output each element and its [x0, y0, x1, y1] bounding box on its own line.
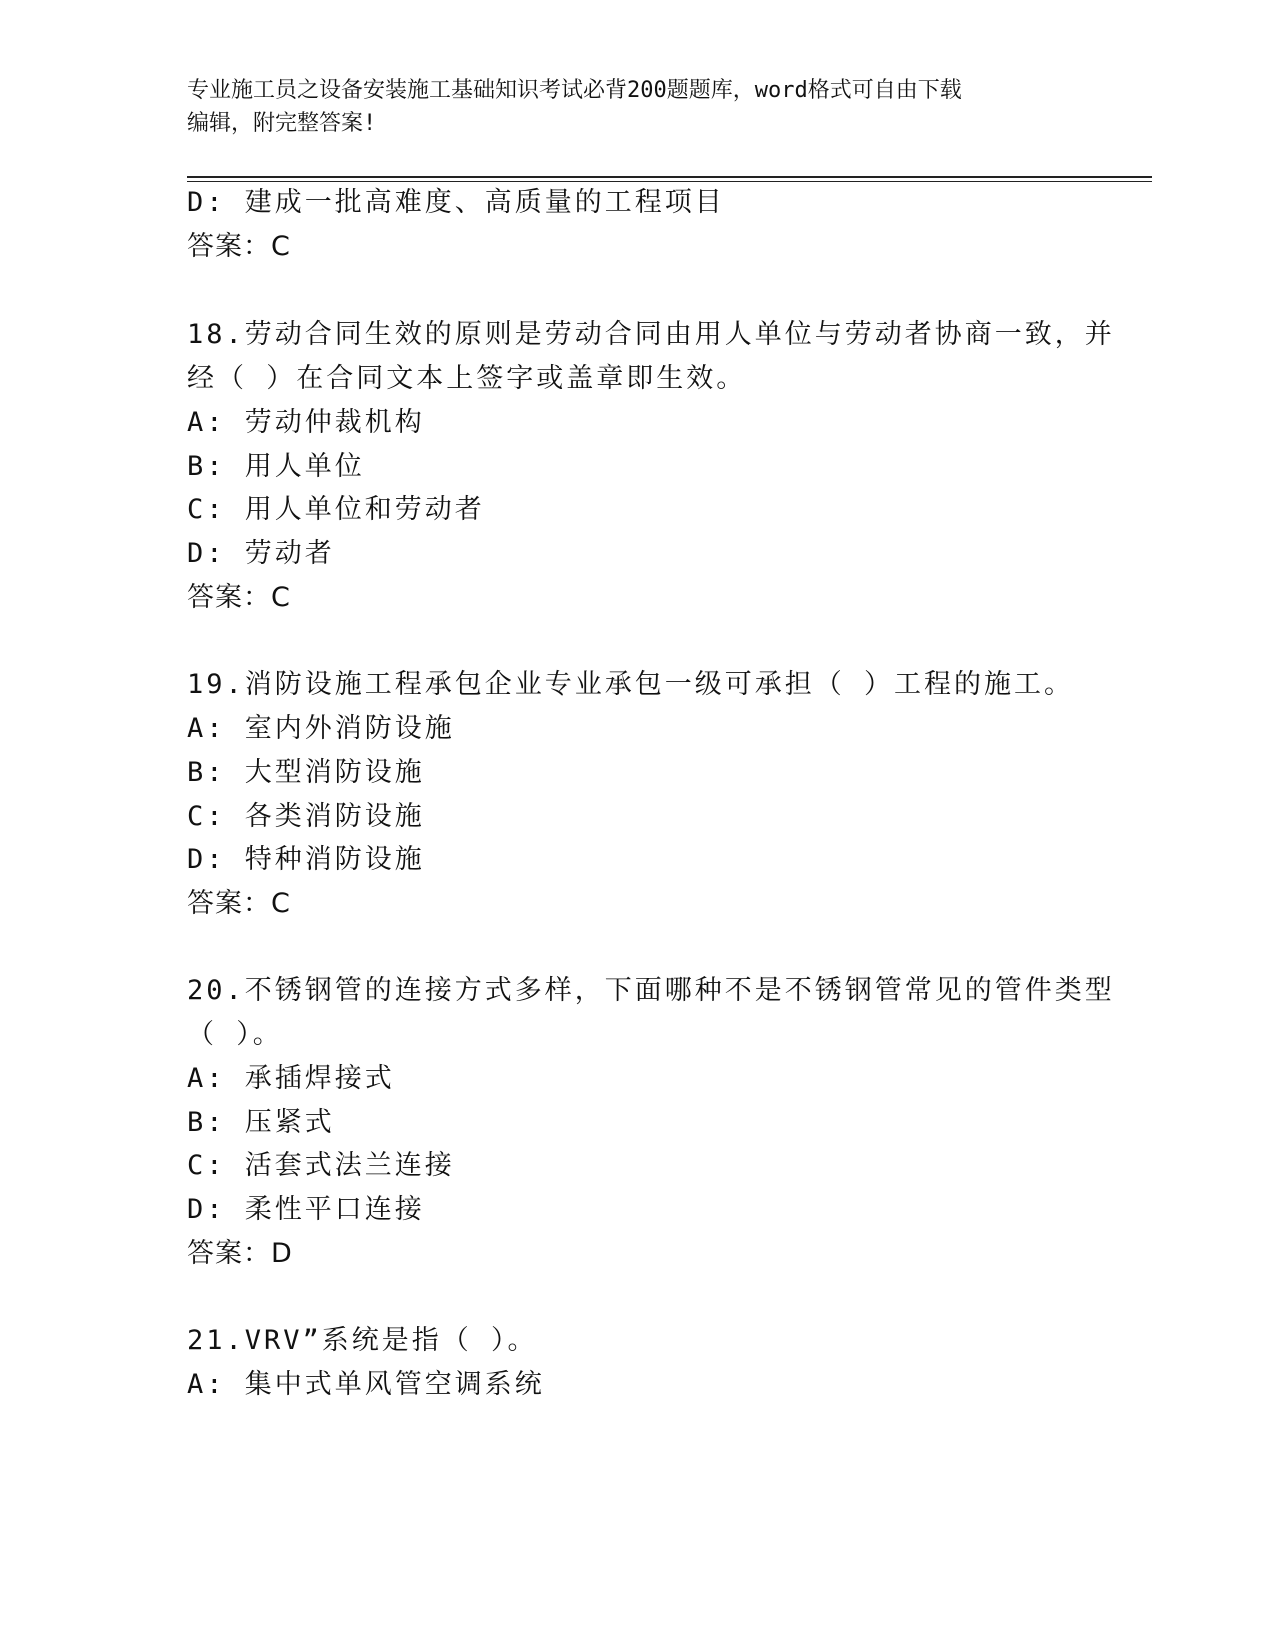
question-20-stem-line1: 20.不锈钢管的连接方式多样，下面哪种不是不锈钢管常见的管件类型: [187, 975, 1115, 1006]
question-19-option-b: B: 大型消防设施: [187, 757, 425, 788]
header-divider-thick: [187, 176, 1152, 178]
prev-question-option-d: D: 建成一批高难度、高质量的工程项目: [187, 187, 725, 218]
question-19-option-c: C: 各类消防设施: [187, 801, 425, 832]
question-21-option-a: A: 集中式单风管空调系统: [187, 1369, 545, 1400]
question-20-option-b: B: 压紧式: [187, 1107, 335, 1138]
question-18-answer: 答案：C: [187, 582, 291, 613]
question-20-stem-line2: （ ）。: [187, 1019, 283, 1050]
question-18-option-d: D: 劳动者: [187, 538, 335, 569]
question-20-option-c: C: 活套式法兰连接: [187, 1150, 455, 1181]
prev-question-answer: 答案：C: [187, 231, 291, 262]
question-20-answer: 答案：D: [187, 1238, 293, 1269]
question-18-option-a: A: 劳动仲裁机构: [187, 407, 425, 438]
question-18-stem-line2: 经（ ）在合同文本上签字或盖章即生效。: [187, 363, 747, 394]
question-18-option-c: C: 用人单位和劳动者: [187, 494, 485, 525]
question-19-option-d: D: 特种消防设施: [187, 844, 425, 875]
question-21-stem-line1: 21.VRV”系统是指（ ）。: [187, 1325, 538, 1356]
header-title-line2: 编辑，附完整答案!: [187, 111, 377, 136]
question-18-option-b: B: 用人单位: [187, 451, 365, 482]
question-19-answer: 答案：C: [187, 888, 291, 919]
page-header: [187, 74, 1087, 140]
question-20-option-d: D: 柔性平口连接: [187, 1194, 425, 1225]
header-divider-thin: [187, 181, 1152, 182]
question-18-stem-line1: 18.劳动合同生效的原则是劳动合同由用人单位与劳动者协商一致，并: [187, 319, 1115, 350]
question-19-option-a: A: 室内外消防设施: [187, 713, 455, 744]
question-19-stem-line1: 19.消防设施工程承包企业专业承包一级可承担（ ）工程的施工。: [187, 669, 1075, 700]
question-20-option-a: A: 承插焊接式: [187, 1063, 395, 1094]
header-title-line1: 专业施工员之设备安装施工基础知识考试必背200题题库，word格式可自由下载: [187, 78, 962, 103]
